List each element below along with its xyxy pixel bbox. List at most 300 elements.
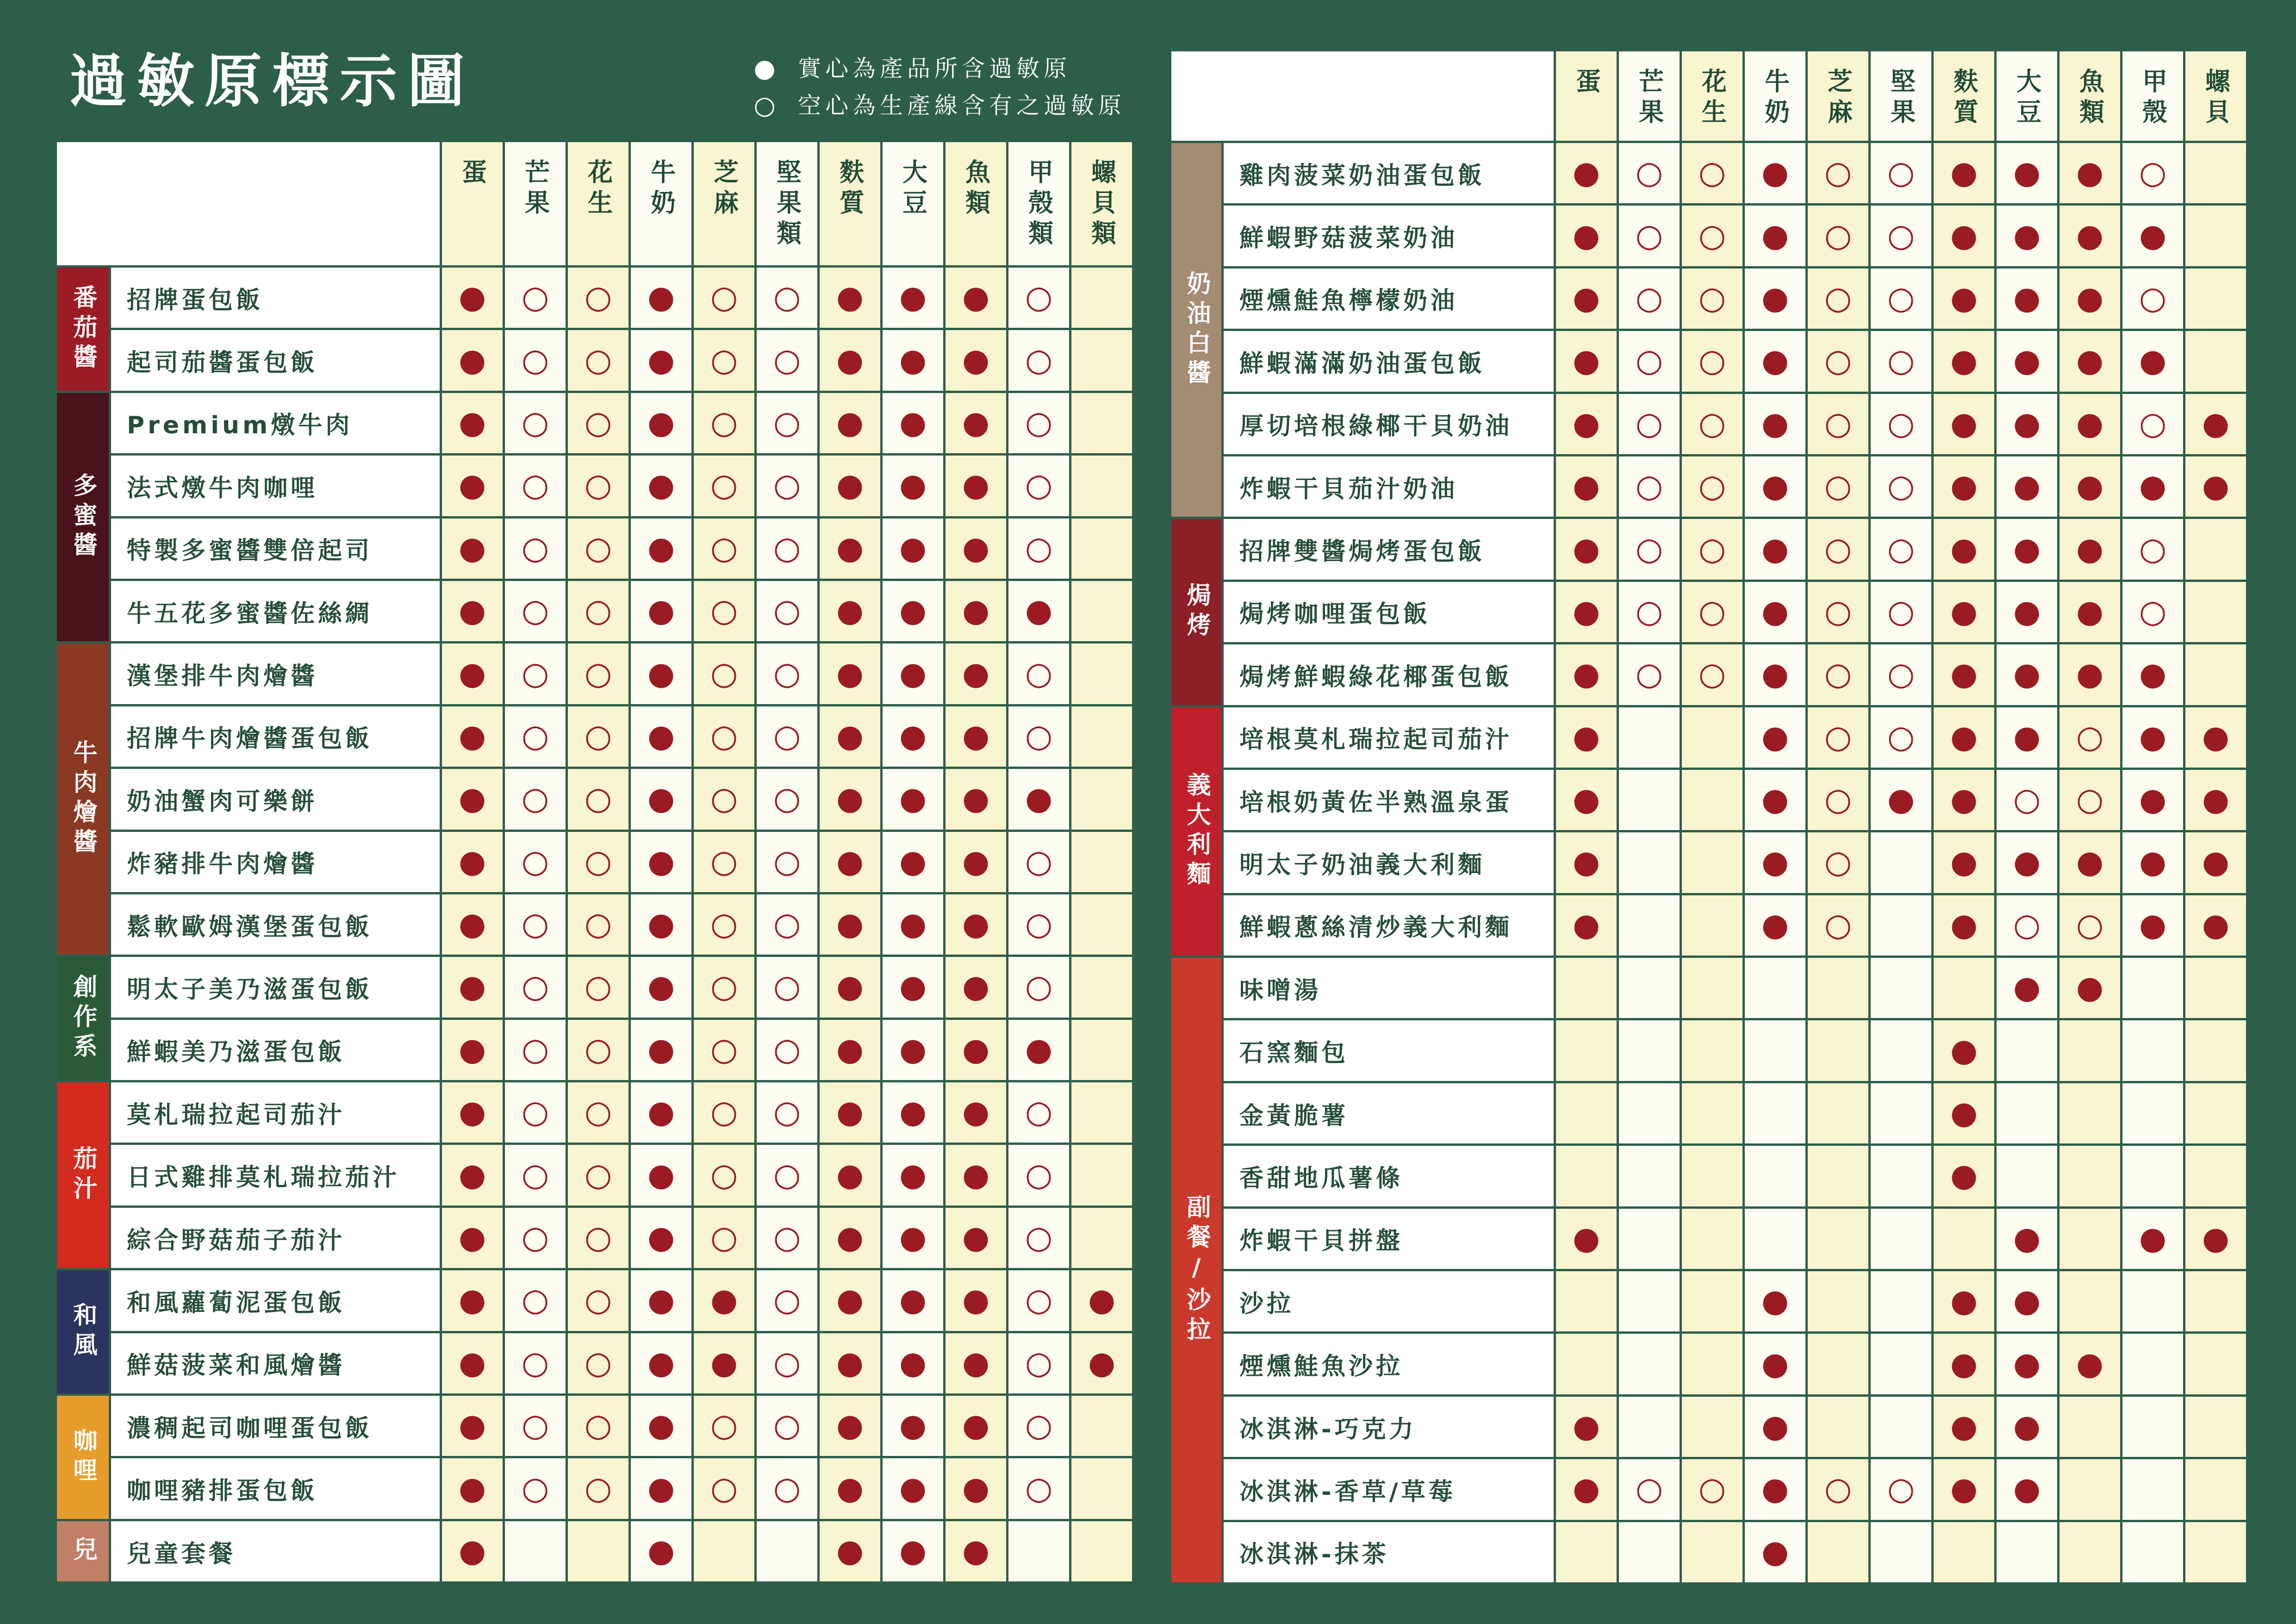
allergen-cell [442,1145,503,1205]
allergen-cell [2060,644,2120,705]
contains-allergen-dot-icon: ● [962,1094,990,1131]
contains-allergen-dot-icon: ● [2139,468,2167,505]
allergen-cell [820,1521,880,1581]
allergen-cell [631,832,691,892]
contains-allergen-dot-icon: ● [647,1156,675,1193]
allergen-cell [1619,1209,1680,1269]
legend-item-filled [751,54,1126,83]
allergen-cell [1808,1397,1868,1457]
contains-allergen-dot-icon: ● [458,968,486,1006]
allergen-cell [1745,1146,1805,1206]
contains-allergen-dot-icon: ● [962,1470,990,1507]
allergen-cell [757,957,817,1017]
contains-allergen-dot-icon: ● [1572,468,1600,505]
contains-allergen-dot-icon: ● [1572,405,1600,442]
allergen-column-header [820,142,880,265]
allergen-cell [1871,832,1931,893]
allergen-cell [505,1082,566,1143]
contains-allergen-dot-icon: ● [647,530,675,567]
line-allergen-circle-icon: ○ [1635,656,1663,693]
category-label: 義大利麵 [1182,772,1210,891]
contains-allergen-dot-icon: ● [836,1156,864,1193]
allergen-cell [1071,643,1132,704]
line-allergen-circle-icon: ○ [1698,155,1726,192]
allergen-column-label: 甲殼類 [1024,159,1054,250]
category-cell [57,393,109,642]
allergen-cell [505,1208,566,1268]
allergen-cell [946,456,1006,516]
menu-item-name: 培根奶黃佐半熟溫泉蛋 [1224,770,1554,830]
allergen-cell [1619,1397,1680,1457]
allergen-cell [2122,1459,2183,1519]
contains-allergen-dot-icon: ● [899,1344,927,1381]
allergen-cell [1071,1270,1132,1330]
category-cell [57,1521,109,1581]
allergen-cell [505,1145,566,1205]
contains-allergen-dot-icon: ● [2202,781,2230,818]
allergen-cell [631,1082,691,1143]
allergen-cell [820,1208,880,1268]
allergen-cell [1934,1209,1994,1269]
category-label: 番茄醬 [69,284,97,374]
line-allergen-circle-icon: ○ [1824,468,1852,505]
line-allergen-circle-icon: ○ [710,968,738,1006]
contains-allergen-dot-icon: ● [962,968,990,1006]
line-allergen-circle-icon: ○ [710,843,738,880]
line-allergen-circle-icon: ○ [1698,405,1726,442]
contains-allergen-dot-icon: ● [962,1282,990,1319]
line-allergen-circle-icon: ○ [584,968,612,1006]
menu-item-name: 煙燻鮭魚沙拉 [1224,1334,1554,1394]
line-allergen-circle-icon: ○ [1025,467,1053,504]
contains-allergen-dot-icon: ● [458,718,486,755]
contains-allergen-dot-icon: ● [1025,1031,1053,1068]
allergen-cell [505,894,566,955]
contains-allergen-dot-icon: ● [1761,155,1789,192]
allergen-cell [568,1521,628,1581]
allergen-cell [2185,394,2246,454]
allergen-cell [2060,707,2120,768]
allergen-cell [1556,331,1617,391]
allergen-cell [1008,1458,1069,1518]
allergen-cell [2185,644,2246,705]
contains-allergen-dot-icon: ● [1950,531,1978,568]
allergen-cell [1997,1334,2057,1394]
contains-allergen-dot-icon: ● [962,279,990,316]
allergen-cell [1871,1397,1931,1457]
category-cell [1171,519,1221,705]
line-allergen-circle-icon: ○ [773,655,801,692]
line-allergen-circle-icon: ○ [1824,280,1852,317]
allergen-cell [1682,519,1742,579]
allergen-column-label: 堅果類 [772,159,802,250]
contains-allergen-dot-icon: ● [1761,343,1789,380]
allergen-cell [946,643,1006,704]
allergen-cell [2185,331,2246,391]
allergen-cell [631,1270,691,1330]
allergen-cell [946,330,1006,390]
line-allergen-circle-icon: ○ [584,906,612,943]
allergen-cell [631,456,691,516]
allergen-cell [2122,1334,2183,1394]
allergen-cell [946,1082,1006,1143]
allergen-cell [1808,1083,1868,1143]
contains-allergen-dot-icon: ● [1761,844,1789,881]
contains-allergen-dot-icon: ● [962,655,990,692]
line-allergen-circle-icon: ○ [521,781,549,818]
line-allergen-circle-icon: ○ [1887,718,1915,756]
menu-item-name: 炸蝦干貝拼盤 [1224,1209,1554,1269]
line-allergen-circle-icon: ○ [521,1470,549,1507]
allergen-cell [568,1270,628,1330]
line-allergen-circle-icon: ○ [710,1407,738,1444]
contains-allergen-dot-icon: ● [899,1407,927,1444]
line-allergen-circle-icon: ○ [1698,217,1726,254]
allergen-cell [1871,1459,1931,1519]
line-allergen-circle-icon: ○ [1698,343,1726,380]
allergen-cell [2185,1271,2246,1331]
contains-allergen-dot-icon: ● [1950,1283,1978,1320]
allergen-cell [757,1458,817,1518]
allergen-cell [1871,1146,1931,1206]
contains-allergen-dot-icon: ● [962,530,990,567]
allergen-cell [1871,707,1931,768]
line-allergen-circle-icon: ○ [1025,1282,1053,1319]
contains-allergen-dot-icon: ● [647,968,675,1006]
line-allergen-circle-icon: ○ [773,1282,801,1319]
allergen-cell [442,1521,503,1581]
allergen-cell [2060,394,2120,454]
line-allergen-circle-icon: ○ [521,593,549,630]
category-label: 咖哩 [69,1427,97,1487]
menu-item-name: 莫札瑞拉起司茄汁 [111,1082,440,1143]
allergen-cell [442,581,503,641]
allergen-column-header [1071,142,1132,265]
line-allergen-circle-icon: ○ [710,1094,738,1131]
allergen-cell [1997,519,2057,579]
allergen-column-label: 魚類 [2075,68,2105,129]
allergen-column-header [946,142,1006,265]
allergen-cell [568,1396,628,1456]
line-allergen-circle-icon: ○ [521,467,549,504]
contains-allergen-dot-icon: ● [2013,969,2041,1006]
line-allergen-circle-icon: ○ [1635,405,1663,442]
line-allergen-circle-icon: ○ [584,718,612,755]
menu-item-name: 香甜地瓜薯條 [1224,1146,1554,1206]
line-allergen-circle-icon: ○ [584,1344,612,1381]
menu-item-name: 味噌湯 [1224,958,1554,1018]
allergen-cell [1556,143,1617,203]
allergen-cell [1871,456,1931,517]
allergen-cell [2122,1271,2183,1331]
contains-allergen-dot-icon: ● [836,1031,864,1068]
line-allergen-circle-icon: ○ [1025,404,1053,441]
contains-allergen-dot-icon: ● [836,1219,864,1256]
line-allergen-circle-icon: ○ [773,467,801,504]
allergen-cell [2122,958,2183,1018]
allergen-cell [1556,1083,1617,1143]
contains-allergen-dot-icon: ● [458,1344,486,1381]
line-allergen-circle-icon: ○ [1824,1471,1852,1508]
line-allergen-circle-icon: ○ [1025,279,1053,316]
contains-allergen-dot-icon: ● [2013,1471,2041,1508]
allergen-column-label: 花生 [1698,68,1727,129]
allergen-cell [883,1458,943,1518]
allergen-cell [1556,770,1617,830]
allergen-cell [1619,832,1680,893]
contains-allergen-dot-icon: ● [836,530,864,567]
contains-allergen-dot-icon: ● [1572,906,1600,943]
filled-circle-icon: ● [753,54,776,83]
allergen-cell [1008,1396,1069,1456]
allergen-cell [2060,1522,2120,1582]
contains-allergen-dot-icon: ● [647,404,675,441]
line-allergen-circle-icon: ○ [584,279,612,316]
menu-item-name: 兒童套餐 [111,1521,440,1581]
contains-allergen-dot-icon: ● [1572,718,1600,756]
allergen-cell [1556,269,1617,329]
allergen-cell [1871,1083,1931,1143]
line-allergen-circle-icon: ○ [773,1470,801,1507]
allergen-cell [694,1145,754,1205]
contains-allergen-dot-icon: ● [1572,1471,1600,1508]
allergen-cell [1745,1271,1805,1331]
allergen-column-header [1619,51,1680,141]
line-allergen-circle-icon: ○ [710,342,738,379]
allergen-cell [694,1333,754,1393]
contains-allergen-dot-icon: ● [836,1094,864,1131]
allergen-cell [2185,143,2246,203]
allergen-cell [1997,1146,2057,1206]
contains-allergen-dot-icon: ● [458,843,486,880]
allergen-cell [757,518,817,579]
allergen-column-header [1682,51,1742,141]
allergen-cell [2060,958,2120,1018]
category-cell [1171,958,1221,1582]
allergen-cell [1008,456,1069,516]
allergen-cell [694,1458,754,1518]
contains-allergen-dot-icon: ● [836,593,864,630]
allergen-cell [1745,206,1805,266]
contains-allergen-dot-icon: ● [899,718,927,755]
allergen-cell [946,1521,1006,1581]
contains-allergen-dot-icon: ● [458,655,486,692]
line-allergen-circle-icon: ○ [773,781,801,818]
line-allergen-circle-icon: ○ [1824,718,1852,756]
allergen-cell [820,1333,880,1393]
allergen-cell [1808,1209,1868,1269]
hollow-circle-icon: ○ [753,91,776,120]
allergen-cell [820,393,880,453]
allergen-cell [883,1521,943,1581]
line-allergen-circle-icon: ○ [584,404,612,441]
allergen-cell [757,581,817,641]
line-allergen-circle-icon: ○ [584,1094,612,1131]
allergen-cell [1619,269,1680,329]
contains-allergen-dot-icon: ● [2013,1283,2041,1320]
contains-allergen-dot-icon: ● [1761,906,1789,943]
line-allergen-circle-icon: ○ [773,1219,801,1256]
category-cell [1171,707,1221,956]
contains-allergen-dot-icon: ● [1950,656,1978,693]
allergen-cell [1934,1397,1994,1457]
allergen-cell [2122,519,2183,579]
contains-allergen-dot-icon: ● [647,1219,675,1256]
allergen-cell [442,643,503,704]
allergen-cell [1934,770,1994,830]
allergen-cell [694,706,754,767]
contains-allergen-dot-icon: ● [710,1344,738,1381]
allergen-cell [1808,958,1868,1018]
line-allergen-circle-icon: ○ [773,843,801,880]
allergen-cell [1619,456,1680,517]
allergen-cell [820,1145,880,1205]
allergen-cell [1008,1020,1069,1080]
allergen-cell [1682,958,1742,1018]
allergen-cell [820,1270,880,1330]
line-allergen-circle-icon: ○ [1698,656,1726,693]
line-allergen-circle-icon: ○ [584,1407,612,1444]
allergen-cell [757,1082,817,1143]
line-allergen-circle-icon: ○ [1635,468,1663,505]
allergen-cell [1556,206,1617,266]
contains-allergen-dot-icon: ● [962,781,990,818]
line-allergen-circle-icon: ○ [710,1031,738,1068]
contains-allergen-dot-icon: ● [836,843,864,880]
allergen-cell [1745,1020,1805,1081]
allergen-cell [1556,519,1617,579]
line-allergen-circle-icon: ○ [1025,530,1053,567]
allergen-cell [1071,1396,1132,1456]
allergen-cell [631,1020,691,1080]
allergen-cell [694,393,754,453]
line-allergen-circle-icon: ○ [773,968,801,1006]
allergen-cell [2122,1020,2183,1081]
allergen-cell [1008,330,1069,390]
line-allergen-circle-icon: ○ [710,655,738,692]
contains-allergen-dot-icon: ● [647,781,675,818]
allergen-cell [1934,269,1994,329]
category-label: 兒 [69,1537,97,1566]
contains-allergen-dot-icon: ● [2139,844,2167,881]
contains-allergen-dot-icon: ● [458,342,486,379]
allergen-cell [694,957,754,1017]
allergen-cell [2060,206,2120,266]
allergen-cell [1682,582,1742,642]
contains-allergen-dot-icon: ● [1950,844,1978,881]
contains-allergen-dot-icon: ● [2202,844,2230,881]
contains-allergen-dot-icon: ● [1950,343,1978,380]
line-allergen-circle-icon: ○ [584,655,612,692]
line-allergen-circle-icon: ○ [1025,1219,1053,1256]
allergen-cell [505,268,566,328]
menu-item-name: 明太子奶油義大利麵 [1224,832,1554,893]
allergen-cell [505,706,566,767]
allergen-cell [1997,770,2057,830]
allergen-cell [1682,1020,1742,1081]
allergen-cell [2060,582,2120,642]
allergen-cell [568,832,628,892]
line-allergen-circle-icon: ○ [1824,593,1852,630]
line-allergen-circle-icon: ○ [584,843,612,880]
allergen-cell [1556,1334,1617,1394]
contains-allergen-dot-icon: ● [1761,781,1789,818]
allergen-cell [1619,1271,1680,1331]
contains-allergen-dot-icon: ● [458,1094,486,1131]
line-allergen-circle-icon: ○ [1887,217,1915,254]
allergen-cell [631,643,691,704]
allergen-cell [505,1521,566,1581]
allergen-cell [2122,1522,2183,1582]
allergen-column-label: 芒果 [1635,68,1664,129]
contains-allergen-dot-icon: ● [2076,531,2104,568]
line-allergen-circle-icon: ○ [773,1407,801,1444]
contains-allergen-dot-icon: ● [899,467,927,504]
menu-item-name: 鬆軟歐姆漢堡蛋包飯 [111,894,440,955]
allergen-cell [1934,394,1994,454]
contains-allergen-dot-icon: ● [1761,280,1789,317]
allergen-cell [1619,895,1680,956]
contains-allergen-dot-icon: ● [458,404,486,441]
allergen-column-header [1997,51,2057,141]
contains-allergen-dot-icon: ● [2076,155,2104,192]
contains-allergen-dot-icon: ● [2202,906,2230,943]
allergen-cell [2122,1146,2183,1206]
contains-allergen-dot-icon: ● [1950,468,1978,505]
allergen-cell [820,518,880,579]
allergen-cell [505,1270,566,1330]
menu-item-name: 奶油蟹肉可樂餅 [111,769,440,829]
contains-allergen-dot-icon: ● [899,655,927,692]
line-allergen-circle-icon: ○ [773,1156,801,1193]
line-allergen-circle-icon: ○ [773,279,801,316]
allergen-cell [1682,1146,1742,1206]
menu-item-name: 法式燉牛肉咖哩 [111,456,440,516]
allergen-cell [568,769,628,829]
line-allergen-circle-icon: ○ [710,467,738,504]
allergen-cell [946,1333,1006,1393]
allergen-cell [1008,706,1069,767]
contains-allergen-dot-icon: ● [899,906,927,943]
allergen-column-label: 芒果 [521,159,550,220]
allergen-cell [694,832,754,892]
allergen-cell [2185,1083,2246,1143]
allergen-cell [757,1333,817,1393]
allergen-cell [757,1396,817,1456]
line-allergen-circle-icon: ○ [1025,342,1053,379]
allergen-cell [1934,519,1994,579]
line-allergen-circle-icon: ○ [1887,593,1915,630]
allergen-cell [1619,1334,1680,1394]
allergen-cell [757,1270,817,1330]
allergen-cell [1071,518,1132,579]
allergen-cell [2185,582,2246,642]
menu-item-name: 鮮蝦蔥絲清炒義大利麵 [1224,895,1554,956]
line-allergen-circle-icon: ○ [1635,593,1663,630]
contains-allergen-dot-icon: ● [2013,1408,2041,1445]
allergen-table-left [57,142,1132,1581]
contains-allergen-dot-icon: ● [458,1219,486,1256]
allergen-cell [568,1020,628,1080]
allergen-cell [1745,707,1805,768]
allergen-cell [757,393,817,453]
contains-allergen-dot-icon: ● [899,1219,927,1256]
allergen-column-label: 螺貝類 [1087,159,1117,250]
line-allergen-circle-icon: ○ [584,1282,612,1319]
line-allergen-circle-icon: ○ [2139,593,2167,630]
line-allergen-circle-icon: ○ [1698,593,1726,630]
allergen-cell [946,769,1006,829]
